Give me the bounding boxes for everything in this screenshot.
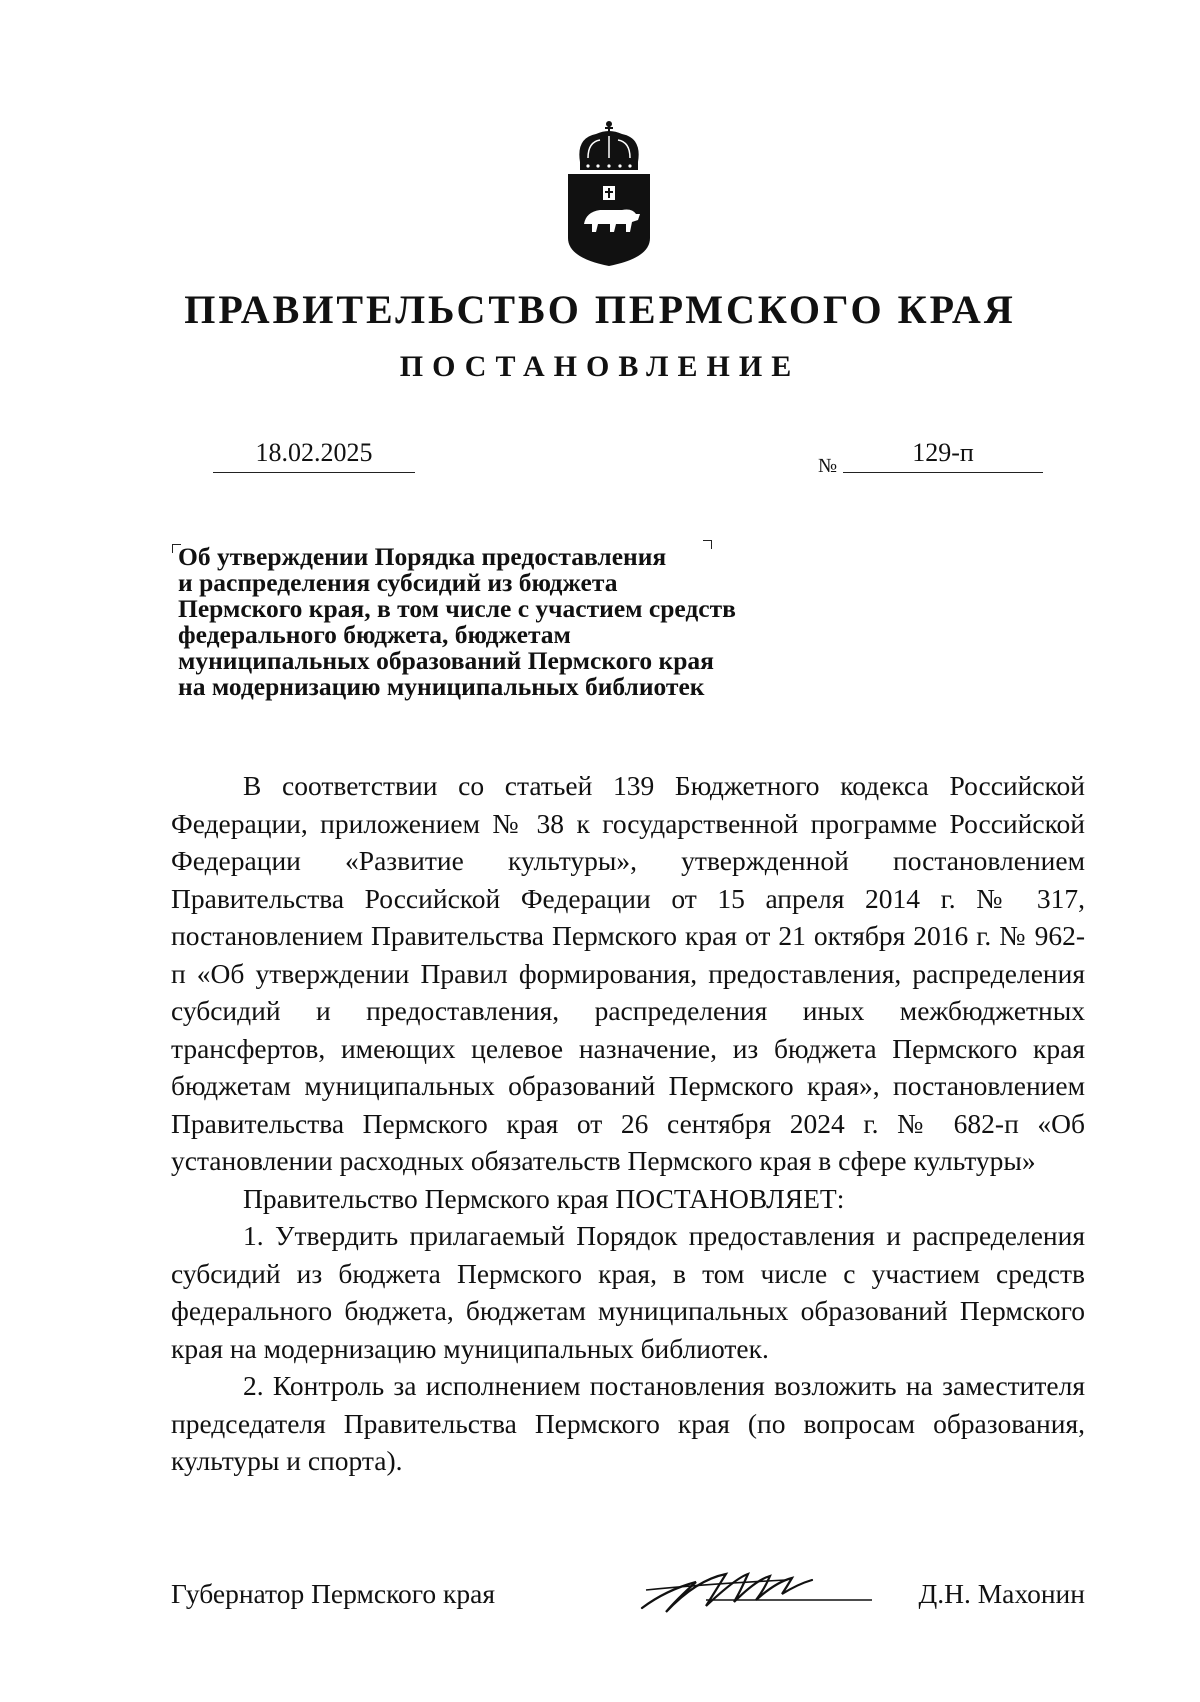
document-type: ПОСТАНОВЛЕНИЕ: [399, 350, 801, 383]
preamble-paragraph: В соответствии со статьей 139 Бюджетного кодекса Российской Федерации, приложением № 38 к государственной программе Российской Федерации «Развитие культуры», утвержденной постановлением Правительства Российской Федерации от 15 апреля 2014 г. № 317, постановлением Правительства Пермского края от 21 октября 2016 г. № 962-п «Об утверждении Правил формирования, предоставления, распределения субсидий и предоставления, распределения иных межбюджетных трансфертов, имеющих целевое назначение, из бюджета Пермского края бюджетам муниципальных образований Пермского края», постановлением Правительства Пермского края от 26 сентября 2024 г. № 682-п «Об установлении расходных обязательств Пермского края в сфере культуры»: [171, 770, 1085, 1176]
item-1-paragraph: 1. Утвердить прилагаемый Порядок предоставления и распределения субсидий из бюджета Пермского края, в том числе с участием средств федерального бюджета, бюджетам муниципальных образований Пермского края на модернизацию муниципальных библиотек.: [171, 1220, 1085, 1364]
document-date: 18.02.2025: [255, 438, 373, 467]
subject-line: Пермского края, в том числе с участием средств: [178, 594, 736, 623]
subject-line: федерального бюджета, бюджетам: [178, 620, 571, 649]
resolves-paragraph: Правительство Пермского края ПОСТАНОВЛЯЕТ:: [243, 1182, 845, 1214]
subject-line: Об утверждении Порядка предоставления: [178, 542, 667, 571]
coat-of-arms-icon: [566, 118, 652, 266]
date-field: [213, 432, 415, 473]
document-subject: [178, 544, 858, 700]
subject-line: на модернизацию муниципальных библиотек: [178, 672, 705, 701]
subject-line: и распределения субсидий из бюджета: [178, 568, 618, 597]
signer-name: Д.Н. Махонин: [918, 1578, 1085, 1609]
subject-line: муниципальных образований Пермского края: [178, 646, 714, 675]
handwritten-signature: [636, 1560, 876, 1620]
number-label: №: [818, 455, 838, 477]
document-body: [171, 767, 1085, 1480]
item-2-paragraph: 2. Контроль за исполнением постановления возложить на заместителя председателя Правительства Пермского края (по вопросам образования, культуры и спорта).: [171, 1370, 1085, 1476]
organization-title: ПРАВИТЕЛЬСТВО ПЕРМСКОГО КРАЯ: [184, 287, 1016, 332]
signer-position: Губернатор Пермского края: [171, 1578, 495, 1609]
document-number: 129-п: [912, 438, 974, 467]
number-field: [843, 432, 1043, 473]
